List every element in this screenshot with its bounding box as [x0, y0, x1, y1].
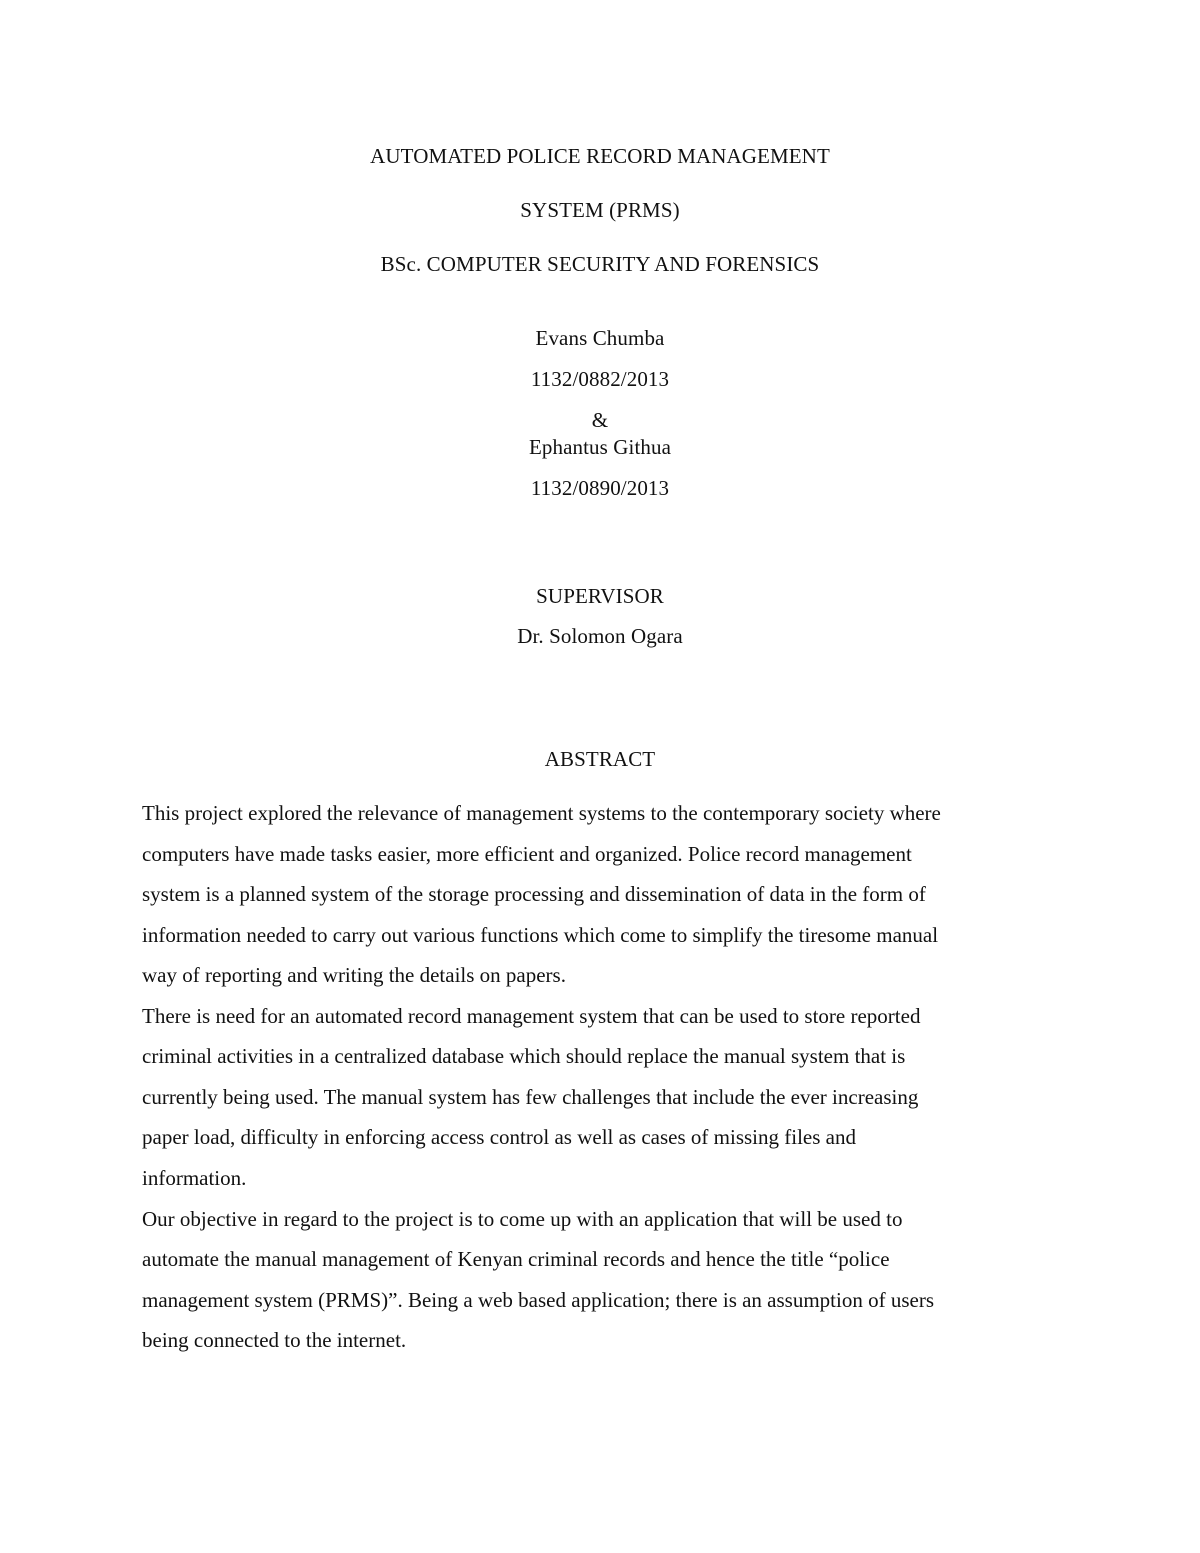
abstract-line: currently being used. The manual system has few challenges that include the ever increasing	[142, 1085, 919, 1109]
abstract-line: Our objective in regard to the project is to come up with an application that will be used to	[142, 1207, 903, 1231]
author-1-name: Evans Chumba	[535, 326, 665, 350]
abstract-line: There is need for an automated record management system that can be used to store reported	[142, 1004, 921, 1028]
author-1-id: 1132/0882/2013	[530, 367, 670, 391]
author-2-id: 1132/0890/2013	[530, 476, 670, 500]
title-line-1: AUTOMATED POLICE RECORD MANAGEMENT	[370, 144, 830, 168]
abstract-line: criminal activities in a centralized database which should replace the manual system that is	[142, 1044, 906, 1068]
abstract-line: paper load, difficulty in enforcing access control as well as cases of missing files and	[142, 1125, 856, 1149]
abstract-line: system is a planned system of the storage processing and dissemination of data in the form of	[142, 882, 926, 906]
authors-ampersand: &	[591, 408, 609, 432]
title-line-2: SYSTEM (PRMS)	[520, 198, 680, 222]
author-2-name: Ephantus Githua	[528, 435, 672, 459]
abstract-line: information.	[142, 1166, 247, 1190]
degree-line: BSc. COMPUTER SECURITY AND FORENSICS	[380, 252, 820, 276]
abstract-line: way of reporting and writing the details on papers.	[142, 963, 566, 987]
abstract-line: This project explored the relevance of management systems to the contemporary society where	[142, 801, 941, 825]
abstract-line: being connected to the internet.	[142, 1328, 407, 1352]
abstract-line: management system (PRMS)”. Being a web based application; there is an assumption of users	[142, 1288, 935, 1312]
abstract-line: automate the manual management of Kenyan criminal records and hence the title “police	[142, 1247, 890, 1271]
abstract-heading: ABSTRACT	[544, 747, 656, 771]
supervisor-heading: SUPERVISOR	[536, 584, 664, 608]
supervisor-name: Dr. Solomon Ogara	[517, 624, 683, 648]
abstract-line: computers have made tasks easier, more efficient and organized. Police record management	[142, 842, 912, 866]
abstract-line: information needed to carry out various functions which come to simplify the tiresome manual	[142, 923, 939, 947]
